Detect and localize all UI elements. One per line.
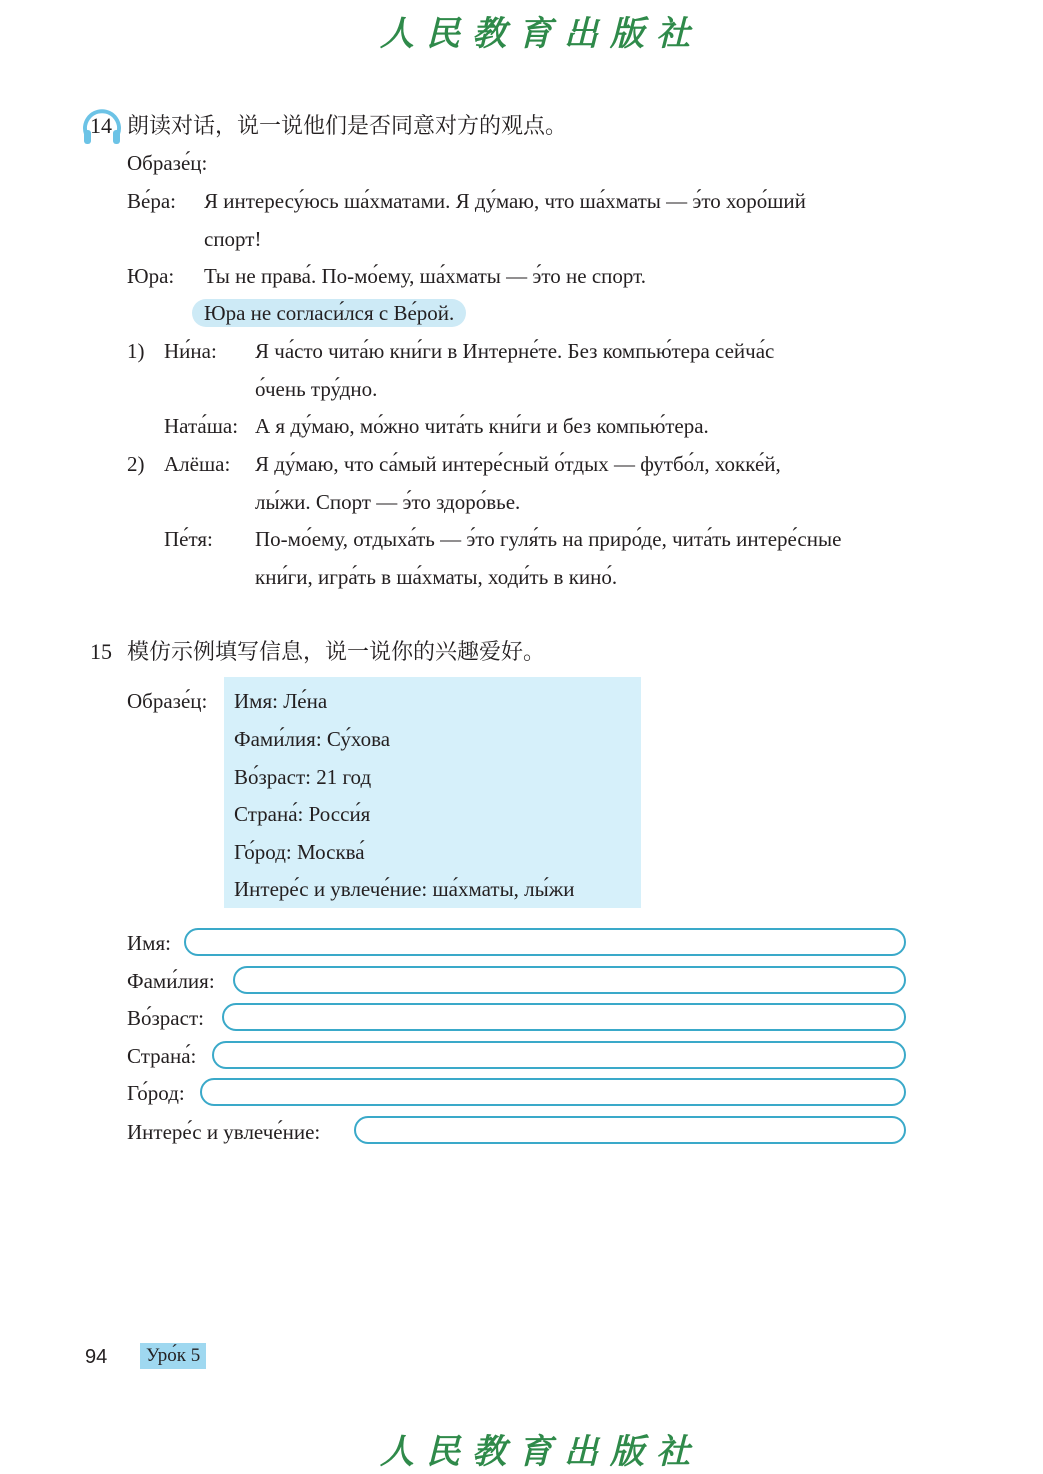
lesson-badge: Уро́к 5 <box>140 1343 206 1369</box>
sample-line-1b: спорт! <box>204 227 262 251</box>
exercise-14-sample-label: Образе́ц: <box>127 151 208 175</box>
publisher-logo-header: 人民教育出版社 <box>380 14 702 54</box>
exercise-15-title: 模仿示例填写信息，说一说你的兴趣爱好。 <box>127 639 546 664</box>
sample-line-1a: Я интересу́юсь ша́хматами. Я ду́маю, что ша́хматы — э́то хоро́ший <box>204 189 806 213</box>
item-1-line-b1: А я ду́маю, мо́жно чита́ть кни́ги и без компью́тера. <box>255 414 709 438</box>
item-2-line-a2: лы́жи. Спорт — э́то здоро́вье. <box>255 490 521 514</box>
item-1-speaker-a: Ни́на: <box>164 339 217 363</box>
item-1-line-a2: о́чень тру́дно. <box>255 377 378 401</box>
surname-field[interactable] <box>233 966 906 994</box>
publisher-logo-footer: 人民教育出版社 <box>380 1432 702 1472</box>
item-2-line-b2: кни́ги, игра́ть в ша́хматы, ходи́ть в кино́. <box>255 565 618 589</box>
item-2-line-b1: По-мо́ему, отдыха́ть — э́то гуля́ть на приро́де, чита́ть интере́сные <box>255 527 842 551</box>
page-number: 94 <box>85 1346 108 1368</box>
item-1-number: 1) <box>127 339 145 363</box>
sample-info-line: Интере́с и увлече́ние: ша́хматы, лы́жи <box>234 877 575 901</box>
item-2-line-a1: Я ду́маю, что са́мый интере́сный о́тдых — футбо́л, хокке́й, <box>255 452 781 476</box>
sample-speaker-1: Ве́ра: <box>127 189 176 213</box>
form-label-country: Страна́: <box>127 1044 197 1068</box>
form-label-age: Во́зраст: <box>127 1006 204 1030</box>
sample-info-line: Фами́лия: Су́хова <box>234 727 391 751</box>
form-label-interests: Интере́с и увлече́ние: <box>127 1120 321 1144</box>
exercise-14-number: 14 <box>90 113 112 138</box>
form-label-surname: Фами́лия: <box>127 969 215 993</box>
city-field[interactable] <box>200 1078 906 1106</box>
item-1-speaker-b: Ната́ша: <box>164 414 239 438</box>
exercise-15-sample-label: Образе́ц: <box>127 689 208 713</box>
sample-info-line: Страна́: Росси́я <box>234 802 371 826</box>
sample-speaker-2: Юра: <box>127 264 175 288</box>
item-2-number: 2) <box>127 452 145 476</box>
form-label-name: Имя: <box>127 931 171 955</box>
name-field[interactable] <box>184 928 906 956</box>
interests-field[interactable] <box>354 1116 906 1144</box>
item-1-line-a1: Я ча́сто чита́ю кни́ги в Интерне́те. Без компью́тера сейча́с <box>255 339 775 363</box>
item-2-speaker-b: Пе́тя: <box>164 527 213 551</box>
sample-info-box <box>224 677 641 908</box>
form-label-city: Го́род: <box>127 1081 185 1105</box>
sample-info-line: Го́род: Москва́ <box>234 840 365 864</box>
item-2-speaker-a: Алёша: <box>164 452 231 476</box>
sample-conclusion: Юра не согласи́лся с Ве́рой. <box>192 299 466 327</box>
sample-info-line: Имя: Ле́на <box>234 689 328 713</box>
exercise-14-title: 朗读对话，说一说他们是否同意对方的观点。 <box>127 113 568 138</box>
exercise-15-number: 15 <box>90 639 112 664</box>
sample-info-line: Во́зраст: 21 год <box>234 765 372 789</box>
sample-line-2: Ты не права́. По-мо́ему, ша́хматы — э́то не спорт. <box>204 264 646 288</box>
country-field[interactable] <box>212 1041 906 1069</box>
age-field[interactable] <box>222 1003 906 1031</box>
